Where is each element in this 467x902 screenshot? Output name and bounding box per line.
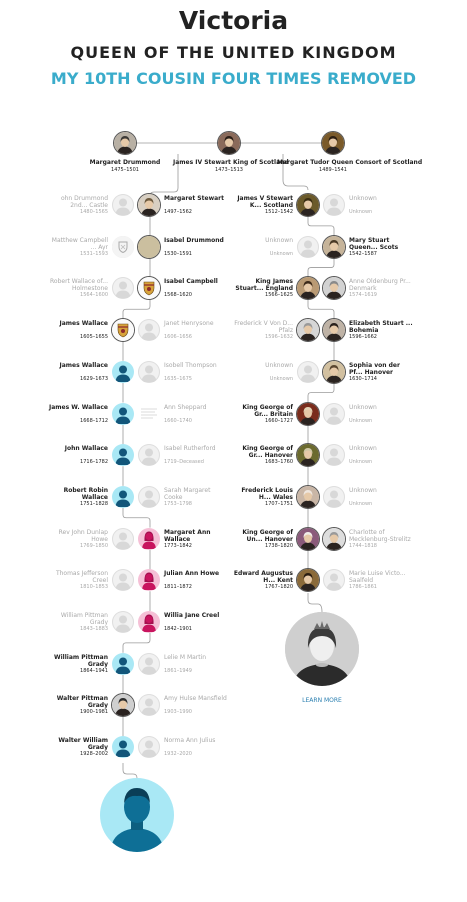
person-name: Julian Ann Howe <box>164 570 220 578</box>
portrait-photo <box>114 132 136 154</box>
person-card[interactable] <box>46 653 134 677</box>
person-card[interactable] <box>323 277 413 301</box>
person-years: 1683–1760 <box>265 459 293 466</box>
person-card[interactable] <box>46 403 134 427</box>
portrait-photo <box>323 236 345 258</box>
ancestor-card[interactable] <box>277 132 423 174</box>
person-years: 1773–1842 <box>164 542 192 549</box>
ghost-person-icon <box>112 528 134 550</box>
coat-of-arms-icon <box>112 319 134 341</box>
person-card[interactable] <box>46 277 134 301</box>
person-years: Unknown <box>349 459 373 466</box>
person-name: Frederick Louis H... Wales <box>241 486 293 501</box>
person-years: 1716–1782 <box>80 459 108 466</box>
portrait-photo <box>138 236 160 258</box>
person-name: Mary Stuart Queen... Scots <box>349 236 399 251</box>
ghost-person-icon <box>323 444 345 466</box>
person-name: Robert Wallace of... Holmestone <box>50 278 108 293</box>
person-name: Amy Hulse Mansfield <box>164 695 227 703</box>
person-card[interactable] <box>138 528 228 552</box>
portrait-photo <box>297 277 319 299</box>
person-years: 1842–1901 <box>164 626 192 632</box>
person-card[interactable] <box>231 236 319 260</box>
person-name: Lelie M Martin <box>164 653 207 661</box>
portrait-photo <box>112 694 134 716</box>
person-name: Willia Jane Creel <box>164 612 220 619</box>
portrait-photo <box>322 132 344 154</box>
person-years: 1542–1587 <box>349 250 377 257</box>
person-name: King George of Gr... Britain <box>242 403 293 418</box>
person-years: 1564–1600 <box>80 292 108 299</box>
user-avatar[interactable] <box>100 778 174 852</box>
person-card[interactable] <box>231 319 319 343</box>
victoria-portrait[interactable] <box>285 612 359 686</box>
person-card[interactable] <box>231 277 319 301</box>
person-card[interactable] <box>231 444 319 468</box>
person-name: Anne Oldenburg Pr... Denmark <box>349 278 411 293</box>
ghost-person-icon <box>138 653 160 675</box>
person-years: 1497–1562 <box>164 209 192 215</box>
portrait-photo <box>297 319 319 341</box>
person-name: Elizabeth Stuart ... Bohemia <box>349 320 413 335</box>
person-years: 1861–1949 <box>164 667 192 674</box>
person-years: 1811–1872 <box>164 584 192 591</box>
person-years: 1606–1656 <box>164 334 192 341</box>
portrait-photo <box>323 361 345 383</box>
person-years: 1864–1941 <box>80 667 108 674</box>
person-name: Janet Henrysone <box>164 320 214 328</box>
person-name: Walter William Grady <box>58 737 108 752</box>
person-years: 1630–1714 <box>349 375 377 382</box>
person-years: Unknown <box>269 250 293 257</box>
person-years: 1843–1883 <box>80 626 108 632</box>
portrait-photo <box>323 277 345 299</box>
ghost-person-icon <box>323 486 345 508</box>
person-name: Frederick V Von D... Pfalz <box>234 320 293 335</box>
person-card[interactable] <box>138 486 228 510</box>
person-name: Isabel Rutherford <box>164 445 216 453</box>
person-years: 1719–Deceased <box>164 459 204 466</box>
person-card[interactable] <box>138 361 228 385</box>
person-name: Unknown <box>265 361 293 369</box>
ghost-person-icon <box>138 736 160 758</box>
person-name: William Pittman Grady <box>60 612 108 626</box>
person-card[interactable] <box>323 569 413 593</box>
person-name: Isobell Thompson <box>164 361 217 369</box>
person-name: Sophia von der Pf... Hanover <box>349 361 400 376</box>
person-name: Isabel Campbell <box>164 278 218 286</box>
person-years: 1668–1712 <box>80 417 108 424</box>
portrait-photo <box>297 194 319 216</box>
female-silhouette-icon <box>138 611 160 633</box>
portrait-photo <box>297 528 319 550</box>
person-card[interactable] <box>46 236 134 260</box>
person-name: Thomas Jefferson Creel <box>55 570 108 585</box>
learn-more-link[interactable]: LEARN MORE <box>302 697 342 704</box>
person-years: 1605–1655 <box>80 334 108 341</box>
person-years: 1738–1820 <box>265 542 293 549</box>
ghost-person-icon <box>138 319 160 341</box>
victoria-portrait-icon <box>285 612 359 686</box>
person-name: Unknown <box>349 445 377 453</box>
person-card[interactable] <box>231 486 319 510</box>
person-years: 1660–1740 <box>164 417 192 424</box>
coat-of-arms-icon <box>112 236 134 258</box>
person-card[interactable] <box>138 403 228 427</box>
ghost-person-icon <box>297 361 319 383</box>
user-avatar-icon <box>100 778 174 852</box>
person-card[interactable] <box>138 694 228 718</box>
person-years: 1753–1798 <box>164 500 192 507</box>
male-silhouette-icon <box>112 653 134 675</box>
female-silhouette-icon <box>138 528 160 550</box>
person-years: 1767–1820 <box>265 584 293 591</box>
ghost-person-icon <box>138 694 160 716</box>
person-years: 1744–1818 <box>349 542 377 549</box>
person-name: James Wallace <box>59 361 108 369</box>
connector-line <box>308 299 334 319</box>
person-years: 1660–1727 <box>265 417 293 424</box>
person-years: 1512–1542 <box>265 209 293 215</box>
ancestor-card[interactable] <box>173 132 289 174</box>
person-name: Unknown <box>265 236 293 244</box>
portrait-photo <box>297 486 319 508</box>
person-years: 1596–1632 <box>265 334 293 341</box>
person-name: James IV Stewart King of Scotland <box>173 159 289 166</box>
person-years: 1531–1593 <box>80 250 108 257</box>
person-name: King James Stuart... England <box>235 278 293 293</box>
person-card[interactable] <box>231 569 319 593</box>
connector-line <box>308 216 334 236</box>
person-name: Unknown <box>349 403 377 411</box>
person-card[interactable] <box>323 486 413 510</box>
person-years: 1707–1751 <box>265 500 293 507</box>
person-card[interactable] <box>323 403 413 427</box>
person-years: 1928–2002 <box>80 751 108 758</box>
person-card[interactable] <box>323 444 413 468</box>
person-subtitle: QUEEN OF THE UNITED KINGDOM <box>70 43 397 62</box>
person-card[interactable] <box>138 277 228 301</box>
person-years: 1480–1565 <box>80 209 108 215</box>
person-card[interactable] <box>231 403 319 427</box>
portrait-photo <box>218 132 240 154</box>
person-card[interactable] <box>46 736 134 760</box>
person-card[interactable] <box>323 194 413 218</box>
person-name: Marie Luise Victo... Saalfeld <box>349 570 406 585</box>
person-card[interactable] <box>46 444 134 468</box>
person-years: 1530–1591 <box>164 250 192 257</box>
person-name: Sarah Margaret Cooke <box>164 486 211 501</box>
person-years: 1769–1850 <box>80 542 108 549</box>
person-card[interactable] <box>138 653 228 677</box>
person-card[interactable] <box>46 528 134 552</box>
person-name: Margaret Tudor Queen Consort of Scotland <box>277 159 423 166</box>
portrait-photo <box>323 319 345 341</box>
document-thumbnail-icon <box>138 403 160 425</box>
person-name: Matthew Campbell ... Ayr <box>51 236 108 251</box>
person-card[interactable] <box>46 569 134 593</box>
coat-of-arms-icon <box>138 277 160 299</box>
ghost-person-icon <box>112 569 134 591</box>
person-years: 1596–1662 <box>349 334 377 341</box>
ghost-person-icon <box>112 611 134 633</box>
person-years: Unknown <box>349 417 373 424</box>
person-years: 1635–1675 <box>164 375 192 382</box>
person-years: 1810–1853 <box>80 584 108 591</box>
male-silhouette-icon <box>112 444 134 466</box>
person-years: 1932–2020 <box>164 751 192 758</box>
person-name: Unknown <box>349 195 377 202</box>
person-name: Ann Sheppard <box>164 403 207 411</box>
person-card[interactable] <box>46 486 134 510</box>
person-years: Unknown <box>349 209 373 215</box>
person-card[interactable] <box>138 319 228 343</box>
ancestor-card[interactable] <box>69 132 181 174</box>
person-name: James W. Wallace <box>48 403 108 411</box>
person-years: 1786–1861 <box>349 584 377 591</box>
connector-line <box>123 633 150 653</box>
person-card[interactable] <box>323 528 413 552</box>
portrait-photo <box>323 528 345 550</box>
ghost-person-icon <box>112 277 134 299</box>
ghost-person-icon <box>112 194 134 216</box>
person-name: Margaret Ann Wallace <box>164 528 211 543</box>
person-years: 1568–1620 <box>164 292 192 299</box>
person-name: King George of Gr... Hanover <box>242 445 293 460</box>
person-card[interactable] <box>231 194 319 218</box>
person-card[interactable] <box>46 611 134 635</box>
person-years: 1566–1625 <box>265 292 293 299</box>
person-years: 1629–1673 <box>80 375 108 382</box>
connector-line <box>123 763 137 778</box>
ghost-person-icon <box>138 444 160 466</box>
connector-line <box>308 593 322 612</box>
person-card[interactable] <box>323 319 413 343</box>
ghost-person-icon <box>323 569 345 591</box>
person-name: Walter Pittman Grady <box>56 695 108 710</box>
person-years: Unknown <box>349 500 373 507</box>
portrait-photo <box>297 444 319 466</box>
connector-line <box>308 383 334 403</box>
relationship-label: MY 10TH COUSIN FOUR TIMES REMOVED <box>50 69 417 88</box>
portrait-photo <box>138 194 160 216</box>
person-name: Isabel Drummond <box>164 236 224 244</box>
person-card[interactable] <box>231 361 319 385</box>
person-card[interactable] <box>138 736 228 760</box>
person-card[interactable] <box>323 236 413 260</box>
person-name: Charlotte of Mecklenburg-Strelitz <box>349 528 411 543</box>
person-name: Rev John Dunlap Howe <box>58 528 108 543</box>
person-card[interactable] <box>138 236 228 260</box>
person-years: 1489–1541 <box>319 167 347 173</box>
ghost-person-icon <box>138 486 160 508</box>
person-years: 1475–1501 <box>111 167 139 173</box>
person-card[interactable] <box>231 528 319 552</box>
ghost-person-icon <box>323 194 345 216</box>
person-card[interactable] <box>46 194 134 218</box>
person-name: Margaret Drummond <box>89 159 161 166</box>
person-card[interactable] <box>323 361 413 385</box>
person-card[interactable] <box>138 569 228 593</box>
person-card[interactable] <box>138 194 228 218</box>
person-name: James V Stewart K... Scotland <box>237 195 293 209</box>
person-years: 1900–1981 <box>80 709 108 716</box>
connector-line <box>308 258 334 278</box>
person-card[interactable] <box>138 444 228 468</box>
person-name: James Wallace <box>59 320 108 328</box>
person-name: Unknown <box>349 486 377 494</box>
person-card[interactable] <box>46 319 134 343</box>
female-silhouette-icon <box>138 569 160 591</box>
male-silhouette-icon <box>112 403 134 425</box>
person-name: Robert Robin Wallace <box>63 486 108 501</box>
person-name: Margaret Stewart <box>164 195 224 202</box>
person-years: 1473–1513 <box>215 167 243 173</box>
person-years: Unknown <box>269 375 293 382</box>
ghost-person-icon <box>138 361 160 383</box>
person-name: John Wallace <box>64 445 108 453</box>
portrait-photo <box>297 403 319 425</box>
ghost-person-icon <box>297 236 319 258</box>
connector-line <box>123 508 150 528</box>
person-card[interactable] <box>46 694 134 718</box>
ghost-person-icon <box>323 403 345 425</box>
person-years: 1574–1619 <box>349 292 377 299</box>
person-card[interactable] <box>138 611 228 635</box>
person-name: King George of Un... Hanover <box>242 528 293 543</box>
portrait-photo <box>297 569 319 591</box>
person-name: ohn Drummond 2nd... Castle <box>60 195 108 209</box>
page-title: Victoria <box>178 6 289 35</box>
person-years: 1751–1828 <box>80 500 108 507</box>
male-silhouette-icon <box>112 486 134 508</box>
person-name: William Pittman Grady <box>54 653 108 668</box>
person-years: 1903–1990 <box>164 709 192 716</box>
male-silhouette-icon <box>112 361 134 383</box>
person-name: Norma Ann Julius <box>164 737 216 745</box>
person-name: Edward Augustus H... Kent <box>233 570 293 585</box>
connector-line <box>123 299 150 319</box>
male-silhouette-icon <box>112 736 134 758</box>
person-card[interactable] <box>46 361 134 385</box>
